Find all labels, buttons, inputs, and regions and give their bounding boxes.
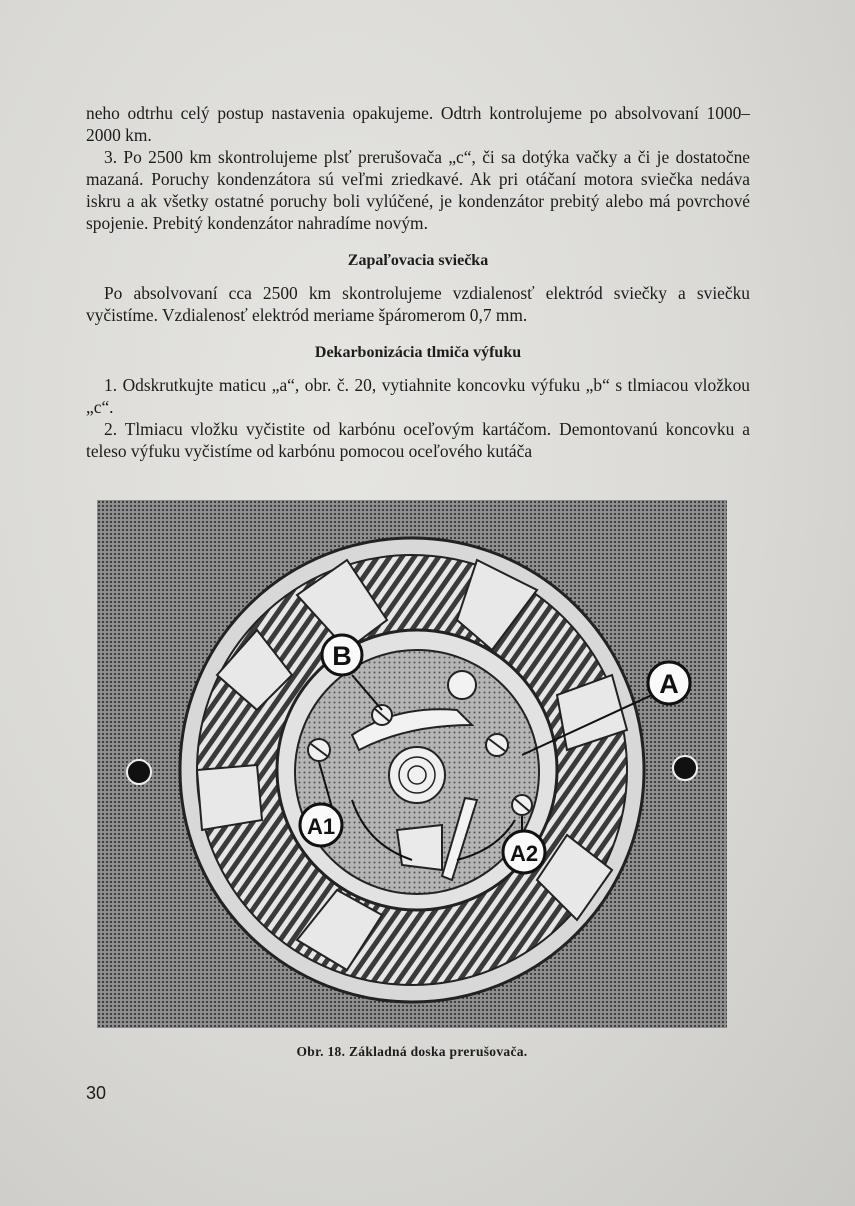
breaker-plate-figure <box>97 500 727 1028</box>
page-number: 30 <box>86 1083 107 1103</box>
svg-text:A: A <box>659 669 679 699</box>
paragraph-continuation: neho odtrhu celý postup nastavenia opakujeme. Odtrh kontrolujeme po absolvovaní 1000–2000 km. <box>86 103 750 145</box>
label-a <box>648 662 690 704</box>
paragraph-breaker-felt: 3. Po 2500 km skontrolujeme plsť prerušovača „c“, či sa dotýka vačky a či je dostatočne mazaná. Poruchy kondenzátora sú veľmi zriedkavé. Ak pri otáčaní motora sviečka nedáva iskru a ak všetky ostatné poruchy boli vylúčené, je kondenzátor prebitý alebo má povrchové spojenie. Prebitý kondenzátor nahradíme novým. <box>86 147 750 233</box>
label-b <box>322 635 362 675</box>
figure-caption: Obr. 18. Základná doska prerušovača. <box>296 1044 528 1059</box>
svg-text:B: B <box>332 641 352 671</box>
label-a1 <box>300 804 342 846</box>
svg-text:A1: A1 <box>306 814 336 839</box>
felt-lubricator <box>397 825 442 870</box>
paragraph-exhaust-step2: 2. Tlmiacu vložku vyčistite od karbónu oceľovým kartáčom. Demontovanú koncovku a teleso výfuku vyčistíme od karbónu pomocou oceľového kutáča <box>86 419 750 461</box>
rivet-right-icon <box>673 756 697 780</box>
heading-spark-plug: Zapaľovacia sviečka <box>347 252 489 269</box>
paragraph-spark-plug: Po absolvovaní cca 2500 km skontrolujeme vzdialenosť elektród sviečky a sviečku vyčistíme. Vzdialenosť elektród meriame špáromerom 0,7 mm. <box>86 283 750 325</box>
svg-text:A2: A2 <box>509 841 539 866</box>
cam <box>389 747 445 803</box>
breaker-plate-illustration <box>97 500 727 1028</box>
contact-pivot <box>448 671 476 699</box>
label-a2 <box>503 831 545 873</box>
paragraph-exhaust-step1: 1. Odskrutkujte maticu „a“, obr. č. 20, vytiahnite koncovku výfuku „b“ s tlmiacou vložkou „c“. <box>86 375 750 417</box>
rivet-left-icon <box>127 760 151 784</box>
heading-exhaust: Dekarbonizácia tlmiča výfuku <box>314 344 522 361</box>
body-text <box>86 102 750 462</box>
